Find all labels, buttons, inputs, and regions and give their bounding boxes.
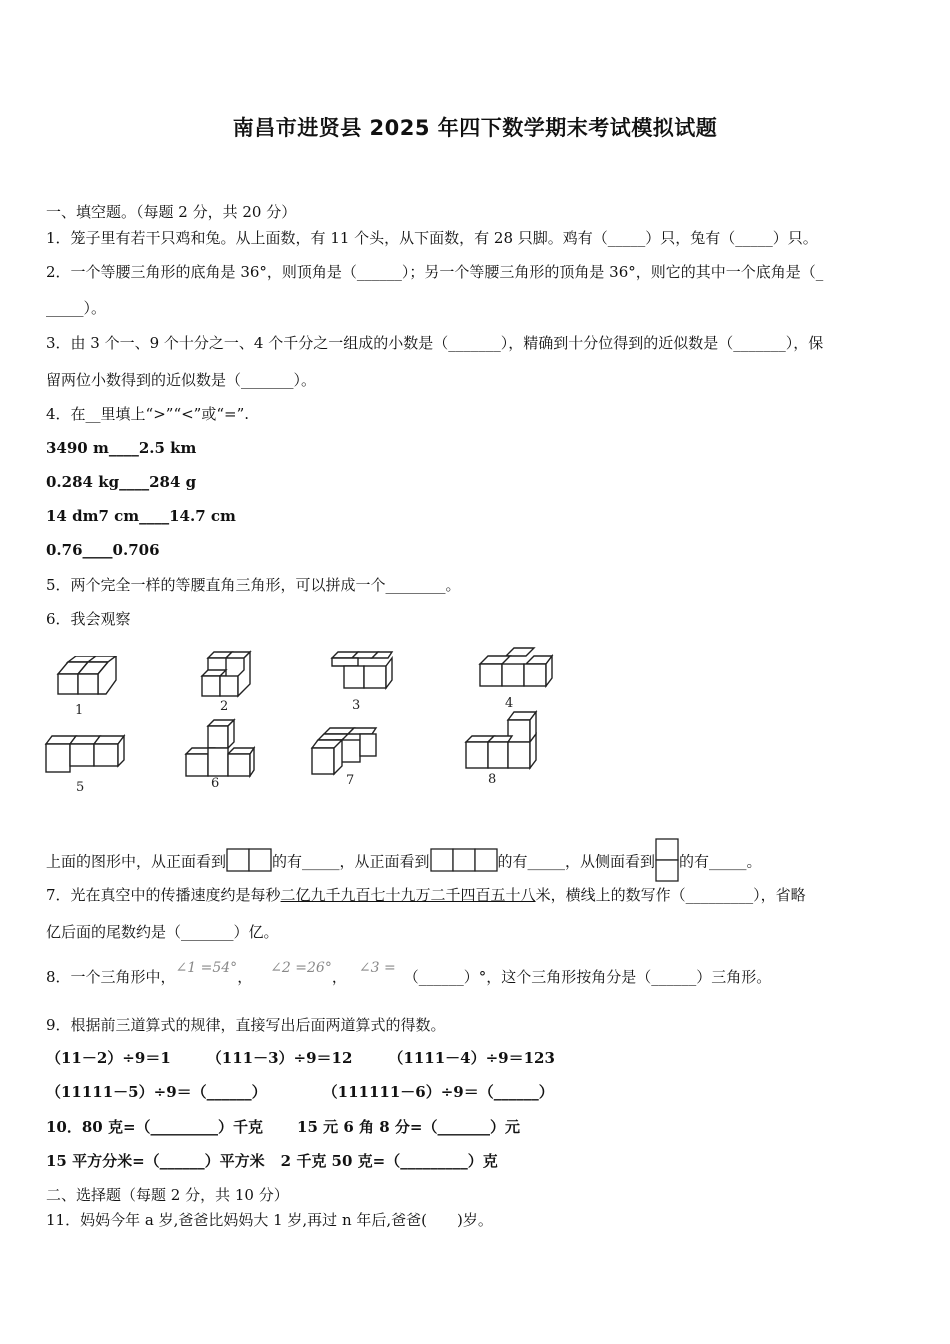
conversion: 2 千克 50 克=（_________）克 <box>280 1152 498 1170</box>
question-11: 11．妈妈今年 a 岁,爸爸比妈妈大 1 岁,再过 n 年后,爸爸( )岁。 <box>46 1211 493 1229</box>
question-9-blanks <box>46 1082 554 1102</box>
figure-label: 7 <box>346 773 355 788</box>
question-4-item: 3490 m____2.5 km <box>46 439 197 457</box>
conversion: 10．80 克=（_________）千克 <box>46 1118 264 1136</box>
question-10-row-2 <box>46 1151 498 1171</box>
cube-figure-2 <box>198 650 258 700</box>
section-2-heading: 二、选择题（每题 2 分，共 10 分） <box>46 1186 289 1204</box>
figure-label: 5 <box>76 780 85 795</box>
text-segment: ， <box>331 968 347 986</box>
question-6-answer-line <box>46 838 762 887</box>
cube-figure-8 <box>462 710 542 772</box>
cube-figure-7 <box>308 726 380 778</box>
vertical-two-square-view-icon <box>655 838 679 887</box>
equation: （11111－5）÷9＝（______） <box>46 1083 267 1101</box>
angle-1-value: ∠1 =54° <box>175 960 238 976</box>
question-2-line-1: 2．一个等腰三角形的底角是 36°，则顶角是（______）；另一个等腰三角形的顶角是 36°，则它的其中一个底角是（_ <box>46 263 824 281</box>
three-square-view-icon <box>430 848 498 877</box>
question-4-item: 0.284 kg____284 g <box>46 473 197 491</box>
figure-label: 1 <box>75 703 84 718</box>
text-segment: 的有_____，从正面看到 <box>272 852 430 871</box>
equation: （111－3）÷9＝12 <box>206 1049 353 1067</box>
question-3-line-2: 留两位小数得到的近似数是（_______）。 <box>46 371 317 389</box>
equation: （11－2）÷9＝1 <box>46 1049 171 1067</box>
question-9-examples <box>46 1048 555 1068</box>
figure-label: 3 <box>352 698 361 713</box>
figure-label: 2 <box>220 699 229 714</box>
two-square-view-icon <box>226 848 272 877</box>
text-segment: 上面的图形中，从正面看到 <box>46 852 227 871</box>
equation: （1111－4）÷9＝123 <box>388 1049 555 1067</box>
equation: （111111－6）÷9＝（______） <box>322 1083 554 1101</box>
figure-label: 8 <box>488 772 497 787</box>
question-4: 4．在__里填上“>”“<”或“=”. <box>46 405 250 423</box>
question-4-item: 14 dm7 cm____14.7 cm <box>46 507 236 525</box>
figure-label: 4 <box>505 696 514 711</box>
question-7-line-2: 亿后面的尾数约是（_______）亿。 <box>46 923 279 941</box>
angle-2-value: ∠2 =26° <box>270 960 332 976</box>
text-segment: （______）°，这个三角形按角分是（______）三角形。 <box>403 968 772 986</box>
text-segment: ， <box>237 968 253 986</box>
underlined-number-text: 二亿九千九百七十九万二千四百五十八 <box>280 886 536 904</box>
conversion: 15 平方分米=（______）平方米 <box>46 1152 265 1170</box>
page-title: 南昌市进贤县 2025 年四下数学期末考试模拟试题 <box>232 116 718 140</box>
text-segment: 8．一个三角形中， <box>46 968 176 986</box>
cube-figure-3 <box>328 650 398 694</box>
question-7-line-1 <box>46 885 806 905</box>
question-6: 6．我会观察 <box>46 610 131 628</box>
cube-figure-6 <box>182 718 258 780</box>
text-segment: 的有_____。 <box>679 852 762 871</box>
text-segment: 7．光在真空中的传播速度约是每秒 <box>46 886 281 904</box>
question-5: 5．两个完全一样的等腰直角三角形，可以拼成一个________。 <box>46 576 461 594</box>
question-10-row-1 <box>46 1117 520 1137</box>
question-1: 1．笼子里有若干只鸡和兔。从上面数，有 11 个头，从下面数，有 28 只脚。鸡有（_____）只，兔有（_____）只。 <box>46 229 818 247</box>
cube-figure-5 <box>42 734 128 776</box>
question-4-item: 0.76____0.706 <box>46 541 160 559</box>
figure-label: 6 <box>211 776 220 791</box>
question-8 <box>46 962 771 993</box>
question-9: 9．根据前三道算式的规律，直接写出后面两道算式的得数。 <box>46 1016 446 1034</box>
question-3-line-1: 3．由 3 个一、9 个十分之一、4 个千分之一组成的小数是（_______），精确到十分位得到的近似数是（_______），保 <box>46 334 824 352</box>
cube-figure-4 <box>476 646 556 692</box>
text-segment: 的有_____，从侧面看到 <box>497 852 656 871</box>
text-segment: 米，横线上的数写作（_________），省略 <box>535 886 806 904</box>
cube-figure-1 <box>54 656 124 700</box>
conversion: 15 元 6 角 8 分=（_______）元 <box>297 1118 520 1136</box>
question-2-line-2: _____）。 <box>46 299 107 317</box>
section-1-heading: 一、填空题。（每题 2 分，共 20 分） <box>46 203 297 221</box>
angle-3-value: ∠3 = <box>358 960 396 976</box>
